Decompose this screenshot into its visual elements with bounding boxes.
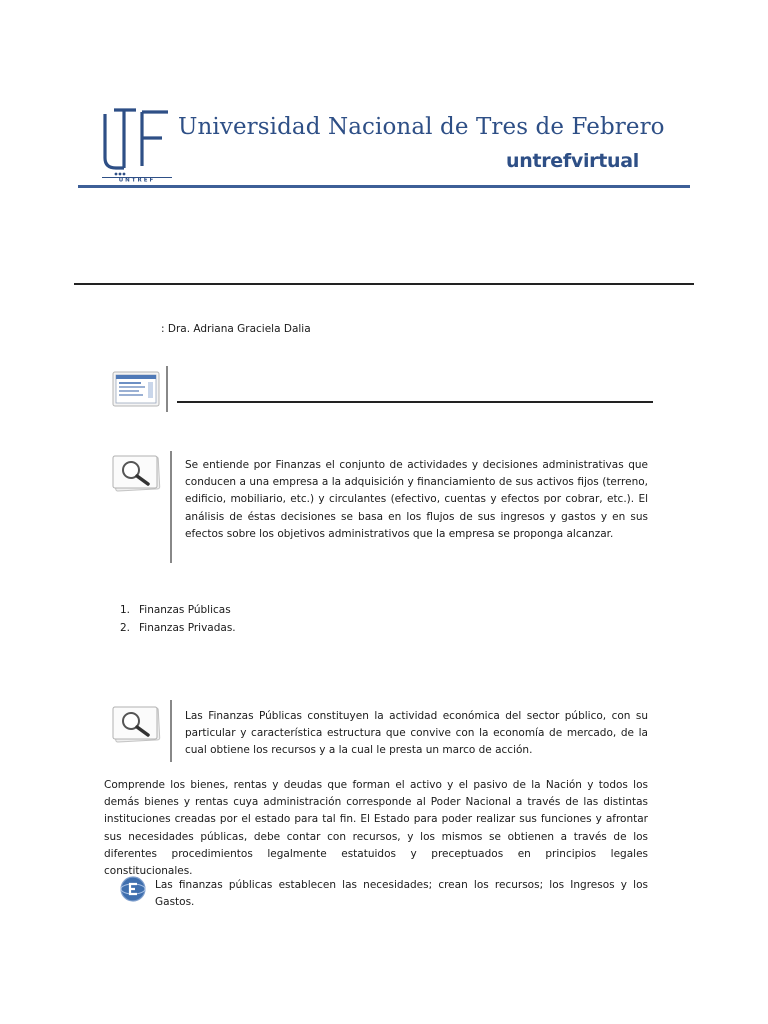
public-finance-paragraph: Las Finanzas Públicas constituyen la actividad económica del sector público, con su particular y característica estructura que convive con la economía de mercado, de la cual obtiene los recursos y a la cual le presta un marco de acción. — [185, 710, 648, 757]
note-paragraph: Las finanzas públicas establecen las necesidades; crean los recursos; los Ingresos y los Gastos. — [155, 879, 648, 909]
logo-text: UNTREF — [118, 177, 156, 182]
author-line: : Dra. Adriana Graciela Dalia — [161, 323, 311, 335]
list-item — [120, 601, 236, 619]
definition-bar — [170, 451, 172, 563]
list-item-text: Finanzas Privadas. — [139, 622, 236, 634]
definition-paragraph: Se entiende por Finanzas el conjunto de actividades y decisiones administrativas que conducen a una empresa a la adquisición y financiamiento de sus activos fijos (terreno, edificio, mobiliario, etc.) y circulantes (efectivo, cuentas y efectos por cobrar, etc.). El análisis de éstas decisiones se basa en los flujos de sus ingresos y gastos y en sus efectos sobre los objetivos administrativos que la empresa se proponga alcanzar. — [185, 459, 648, 540]
untref-logo — [102, 108, 172, 182]
list-item — [120, 619, 236, 637]
globe-e-icon — [118, 875, 148, 903]
finance-types-list — [120, 601, 236, 637]
magnifier-icon — [110, 452, 162, 494]
header-divider — [78, 185, 690, 188]
heading-underline — [177, 401, 653, 403]
list-item-number: 1. — [120, 604, 131, 616]
comprises-paragraph: Comprende los bienes, rentas y deudas que forman el activo y el pasivo de la Nación y todos los demás bienes y rentas cuya administración corresponde al Poder Nacional a través de las distintas instituciones creadas por el estado para tal fin. El Estado para poder realizar sus funciones y afrontar sus necesidades públicas, debe contar con recursos, y los mismos se obtienen a través de los diferentes procedimientos legalmente estatuidos y preceptuados en principios legales constitucionales. — [104, 779, 648, 878]
list-item-text: Finanzas Públicas — [139, 604, 231, 616]
university-name: Universidad Nacional de Tres de Febrero — [178, 114, 665, 140]
public-finance-bar — [170, 700, 172, 762]
page-divider — [74, 283, 694, 285]
section-bar — [166, 366, 168, 412]
untrefvirtual-label: untrefvirtual — [506, 150, 639, 172]
document-window-icon — [110, 368, 162, 410]
list-item-number: 2. — [120, 622, 131, 634]
magnifier-icon — [110, 703, 162, 745]
